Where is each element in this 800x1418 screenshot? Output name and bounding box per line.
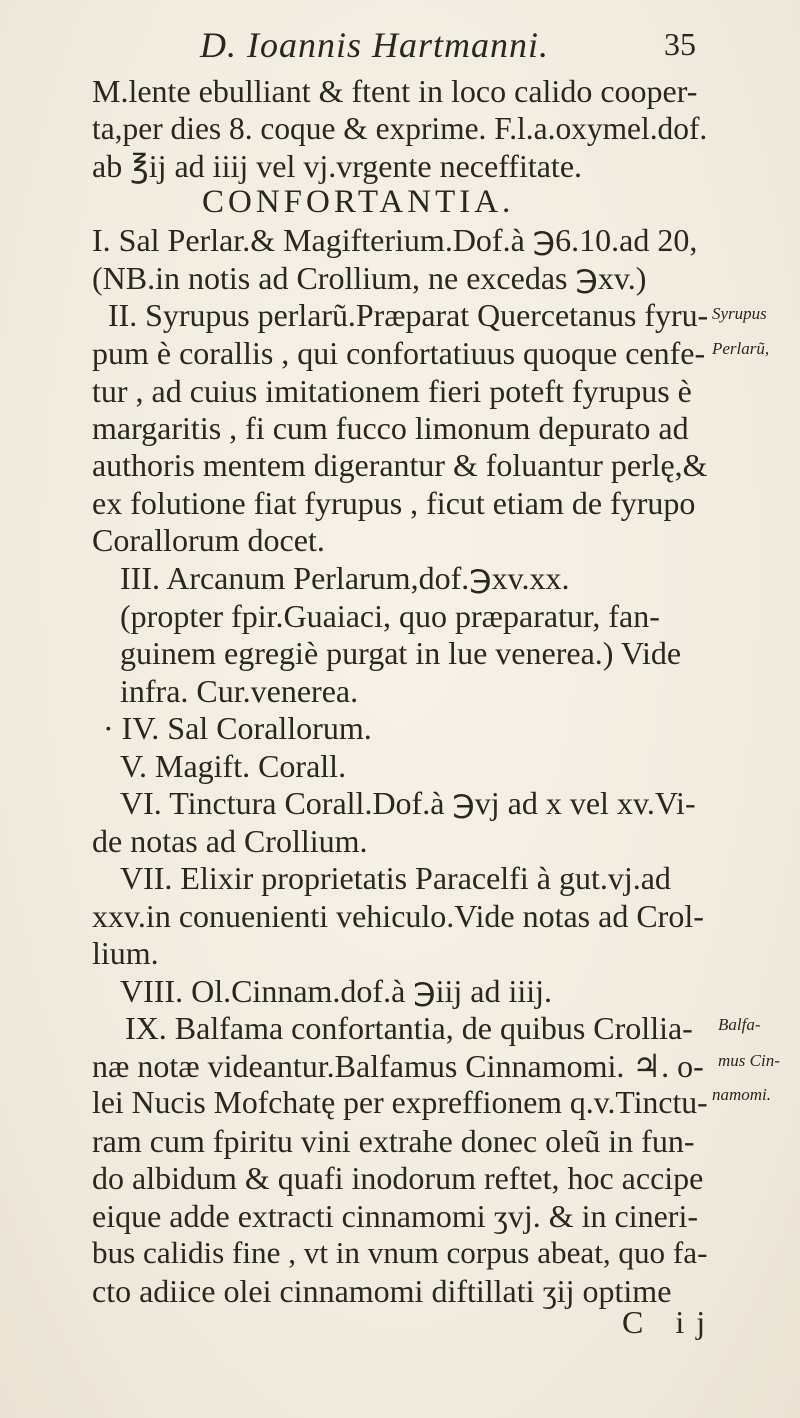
text-line: xxv.in conuenienti vehiculo.Vide notas ad Crol-: [92, 898, 704, 934]
text-line: pum è corallis , qui confortatiuus quoque cenfe-: [92, 335, 706, 371]
text-line: bus calidis fine , vt in vnum corpus abeat, quo fa-: [92, 1235, 708, 1270]
text-line: Corallorum docet.: [92, 522, 325, 558]
text-line: ab ℥ij ad iiij vel vj.vrgente neceffitate.: [92, 148, 583, 184]
text-line: lei Nucis Mofchatę per expreffionem q.v.Tinctu-: [92, 1085, 708, 1120]
text-line: de notas ad Crollium.: [92, 823, 368, 859]
text-line: (NB.in notis ad Crollium, ne excedas ℈xv.): [92, 260, 647, 296]
page-number: 35: [664, 26, 696, 62]
text-line: II. Syrupus perlarũ.Præparat Quercetanus fyru-: [108, 298, 709, 333]
text-line: I. Sal Perlar.& Magifterium.Dof.à ℈6.10.ad 20,: [92, 222, 698, 258]
running-header: D. Ioannis Hartmanni.: [200, 25, 550, 65]
text-line: infra. Cur.venerea.: [120, 673, 359, 709]
text-line: M.lente ebulliant & ftent in loco calido cooper-: [92, 73, 698, 109]
text-line: do albidum & quafi inodorum reftet, hoc accipe: [92, 1160, 704, 1196]
text-line: ex folutione fiat fyrupus , ficut etiam de fyrupo: [92, 485, 696, 521]
section-heading: CONFORTANTIA.: [202, 184, 515, 220]
margin-note: Syrupus: [712, 304, 767, 323]
text-line: · IV. Sal Corallorum.: [103, 710, 372, 746]
text-line: eique adde extracti cinnamomi ʒvj. & in cineri-: [92, 1198, 698, 1234]
margin-note: namomi.: [712, 1085, 772, 1104]
text-line: V. Magift. Corall.: [120, 748, 347, 784]
text-line: lium.: [92, 935, 159, 971]
text-line: III. Arcanum Perlarum,dof.℈xv.xx.: [120, 560, 570, 596]
margin-note: mus Cin-: [718, 1051, 780, 1070]
signature-mark: C ij: [622, 1304, 718, 1340]
text-line: VI. Tinctura Corall.Dof.à ℈vj ad x vel xv.Vi-: [120, 785, 696, 821]
text-line: IX. Balfama confortantia, de quibus Crollia-: [125, 1010, 693, 1046]
margin-note: Perlarũ,: [712, 339, 770, 358]
text-line: tur , ad cuius imitationem fieri poteft fyrupus è: [92, 373, 692, 409]
text-line: VIII. Ol.Cinnam.dof.à ℈iij ad iiij.: [120, 973, 553, 1009]
text-line: VII. Elixir proprietatis Paracelfi à gut.vj.ad: [120, 860, 671, 896]
text-line: margaritis , fi cum fucco limonum depurato ad: [92, 410, 689, 446]
text-line: guinem egregiè purgat in lue venerea.) Vide: [120, 635, 682, 671]
text-line: authoris mentem digerantur & foluantur perlę,&: [92, 448, 708, 483]
text-line: cto adiice olei cinnamomi diftillati ʒij optime: [92, 1273, 672, 1309]
text-line: næ notæ videantur.Balfamus Cinnamomi. ♃. o-: [92, 1048, 704, 1084]
text-line: ram cum fpiritu vini extrahe donec oleũ in fun-: [92, 1123, 695, 1159]
margin-note: Balfa-: [718, 1015, 761, 1034]
text-line: (propter fpir.Guaiaci, quo præparatur, fan-: [120, 598, 660, 634]
text-line: ta,per dies 8. coque & exprime. F.l.a.oxymel.dof.: [92, 111, 708, 146]
